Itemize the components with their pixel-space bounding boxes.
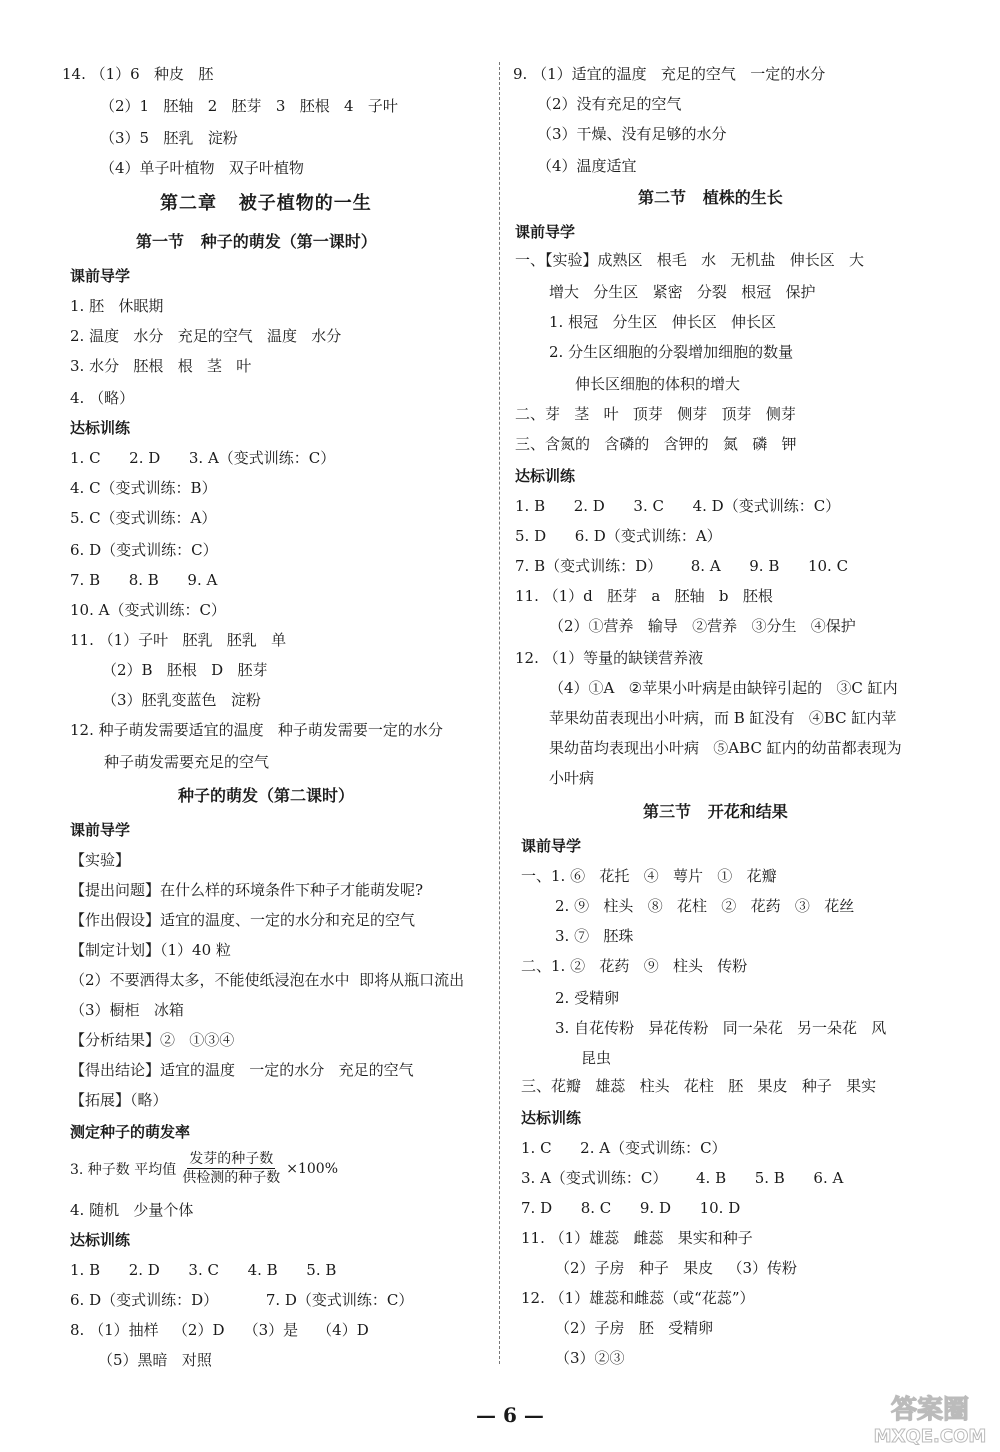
answer-line: 增大 分生区 紧密 分裂 根冠 保护 [549,283,816,301]
answer-line: （2）B 胚根 D 胚芽 [102,661,268,679]
answer-line: （4）①A ②苹果小叶病是由缺锌引起的 ③C 缸内 [549,679,898,697]
answer-line: 7. B 8. B 9. A [70,571,218,589]
answer-line: 1. C 2. A（变式训练：C） [521,1139,727,1157]
answer-line: （4）单子叶植物 双子叶植物 [100,159,304,177]
answer-line: 2. 分生区细胞的分裂增加细胞的数量 [549,343,794,361]
section-title: 第三节 开花和结果 [643,802,788,821]
answer-line: 【实验】 [70,851,131,869]
answer-line: 14. （1）6 种皮 胚 [62,65,214,83]
subsection-heading: 达标训练 [521,1109,582,1127]
answer-line: 1. B 2. D 3. C 4. D（变式训练：C） [515,497,841,515]
answer-line: 苹果幼苗表现出小叶病，而 B 缸没有 ④BC 缸内苹 [549,709,897,727]
answer-line: 伸长区细胞的体积的增大 [575,375,741,393]
subsection-heading: 测定种子的萌发率 [70,1123,191,1141]
answer-line: 二、1. ② 花药 ⑨ 柱头 传粉 [521,957,748,975]
answer-line: 1. C 2. D 3. A（变式训练：C） [70,449,336,467]
fraction-denominator: 供检测的种子数 [182,1170,281,1186]
subsection-heading: 课前导学 [521,837,582,855]
page-number: — 6 — [476,1403,544,1427]
subsection-heading: 课前导学 [70,821,131,839]
answer-line: 7. D 8. C 9. D 10. D [521,1199,741,1217]
answer-line: （3）干燥、没有足够的水分 [537,125,727,143]
section-title: 第一节 种子的萌发（第一课时） [136,232,377,251]
answer-line: （4）温度适宜 [537,157,637,175]
answer-line: 3. A（变式训练：C） 4. B 5. B 6. A [521,1169,844,1187]
answer-line: 11. （1）d 胚芽 a 胚轴 b 胚根 [515,587,773,605]
answer-line: 2. 温度 水分 充足的空气 温度 水分 [70,327,342,345]
section-title: 种子的萌发（第二课时） [178,786,355,805]
answer-line: 一、1. ⑥ 花托 ④ 萼片 ① 花瓣 [521,867,777,885]
answer-line: 11. （1）雄蕊 雌蕊 果实和种子 [521,1229,753,1247]
chapter-title: 第二章 被子植物的一生 [160,193,372,214]
answer-line: 【制定计划】（1）40 粒 [70,941,231,959]
watermark-logo [870,1388,990,1446]
answer-line: 果幼苗均表现出小叶病 ⑤ABC 缸内的幼苗都表现为 [549,739,902,757]
answer-line: 4. （略） [70,389,135,407]
answer-line: （3）5 胚乳 淀粉 [100,129,238,147]
answer-line: （2）没有充足的空气 [537,95,682,113]
answer-line: 【拓展】（略） [70,1091,168,1109]
answer-line: 9. （1）适宜的温度 充足的空气 一定的水分 [513,65,826,83]
answer-line: 11. （1）子叶 胚乳 胚乳 单 [70,631,287,649]
column-divider [499,62,500,1364]
answer-line: 3. 自花传粉 异花传粉 同一朵花 另一朵花 风 [555,1019,887,1037]
answer-line: 三、花瓣 雄蕊 柱头 花柱 胚 果皮 种子 果实 [521,1077,877,1095]
answer-line: （3）胚乳变蓝色 淀粉 [102,691,261,709]
answer-line: 5. C（变式训练：A） [70,509,217,527]
answer-line: 1. B 2. D 3. C 4. B 5. B [70,1261,337,1279]
answer-line: 2. ⑨ 柱头 ⑧ 花柱 ② 花药 ③ 花丝 [555,897,855,915]
subsection-heading: 达标训练 [70,1231,131,1249]
answer-line: 6. D（变式训练：C） [70,541,218,559]
answer-line: （3）②③ [555,1349,625,1367]
answer-line: 二、芽 茎 叶 顶芽 侧芽 顶芽 侧芽 [515,405,796,423]
answer-line: 6. D（变式训练：D） 7. D（变式训练：C） [70,1291,414,1309]
answer-line: 7. B（变式训练：D） 8. A 9. B 10. C [515,557,849,575]
answer-line: 【提出问题】在什么样的环境条件下种子才能萌发呢? [70,881,424,899]
formula [70,1150,338,1187]
answer-line: 8. （1）抽样 （2）D （3）是 （4）D [70,1321,369,1339]
subsection-heading: 达标训练 [515,467,576,485]
answer-line: 小叶病 [549,769,595,787]
answer-line: （5）黑暗 对照 [98,1351,212,1369]
subsection-heading: 课前导学 [70,267,131,285]
answer-line: 种子萌发需要充足的空气 [104,753,270,771]
answer-line: 12. （1）等量的缺镁营养液 [515,649,704,667]
answer-line: （2）子房 种子 果皮 （3）传粉 [555,1259,798,1277]
answer-line: 【得出结论】适宜的温度 一定的水分 充足的空气 [70,1061,414,1079]
answer-line: 4. C（变式训练：B） [70,479,217,497]
answer-line: 12. 种子萌发需要适宜的温度 种子萌发需要一定的水分 [70,721,443,739]
watermark-title: 答案圈 [890,1395,970,1425]
section-title: 第二节 植株的生长 [638,188,783,207]
watermark-url: MXQE.COM [873,1426,987,1446]
answer-line: 【分析结果】② ①③④ [70,1031,235,1049]
answer-line: 5. D 6. D（变式训练：A） [515,527,722,545]
answer-line: 4. 随机 少量个体 [70,1201,194,1219]
answer-line: （2）不要洒得太多，不能使纸浸泡在水中 即将从瓶口流出 [70,971,465,989]
answer-line: 10. A（变式训练：C） [70,601,226,619]
subsection-heading: 达标训练 [70,419,131,437]
answer-line: 一、【实验】成熟区 根毛 水 无机盐 伸长区 大 [515,251,865,269]
answer-line: （2）1 胚轴 2 胚芽 3 胚根 4 子叶 [100,97,398,115]
answer-line: 3. 水分 胚根 根 茎 叶 [70,357,252,375]
answer-line: 昆虫 [581,1049,612,1067]
formula-suffix: ×100% [286,1160,339,1177]
answer-line: （3）橱柜 冰箱 [70,1001,184,1019]
fraction [180,1150,282,1187]
answer-line: 三、含氮的 含磷的 含钾的 氮 磷 钾 [515,435,797,453]
subsection-heading: 课前导学 [515,223,576,241]
answer-line: 3. ⑦ 胚珠 [555,927,634,945]
answer-line: 12. （1）雄蕊和雌蕊（或“花蕊”） [521,1289,755,1307]
formula-prefix: 3. 种子数 平均值 [70,1161,177,1178]
answer-line: （2）①营养 输导 ②营养 ③分生 ④保护 [549,617,856,635]
answer-line: 【作出假设】适宜的温度、一定的水分和充足的空气 [70,911,416,929]
answer-line: 1. 胚 休眠期 [70,297,164,315]
answer-line: 1. 根冠 分生区 伸长区 伸长区 [549,313,776,331]
answer-line: （2）子房 胚 受精卵 [555,1319,714,1337]
answer-line: 2. 受精卵 [555,989,620,1007]
fraction-numerator: 发芽的种子数 [189,1151,274,1167]
